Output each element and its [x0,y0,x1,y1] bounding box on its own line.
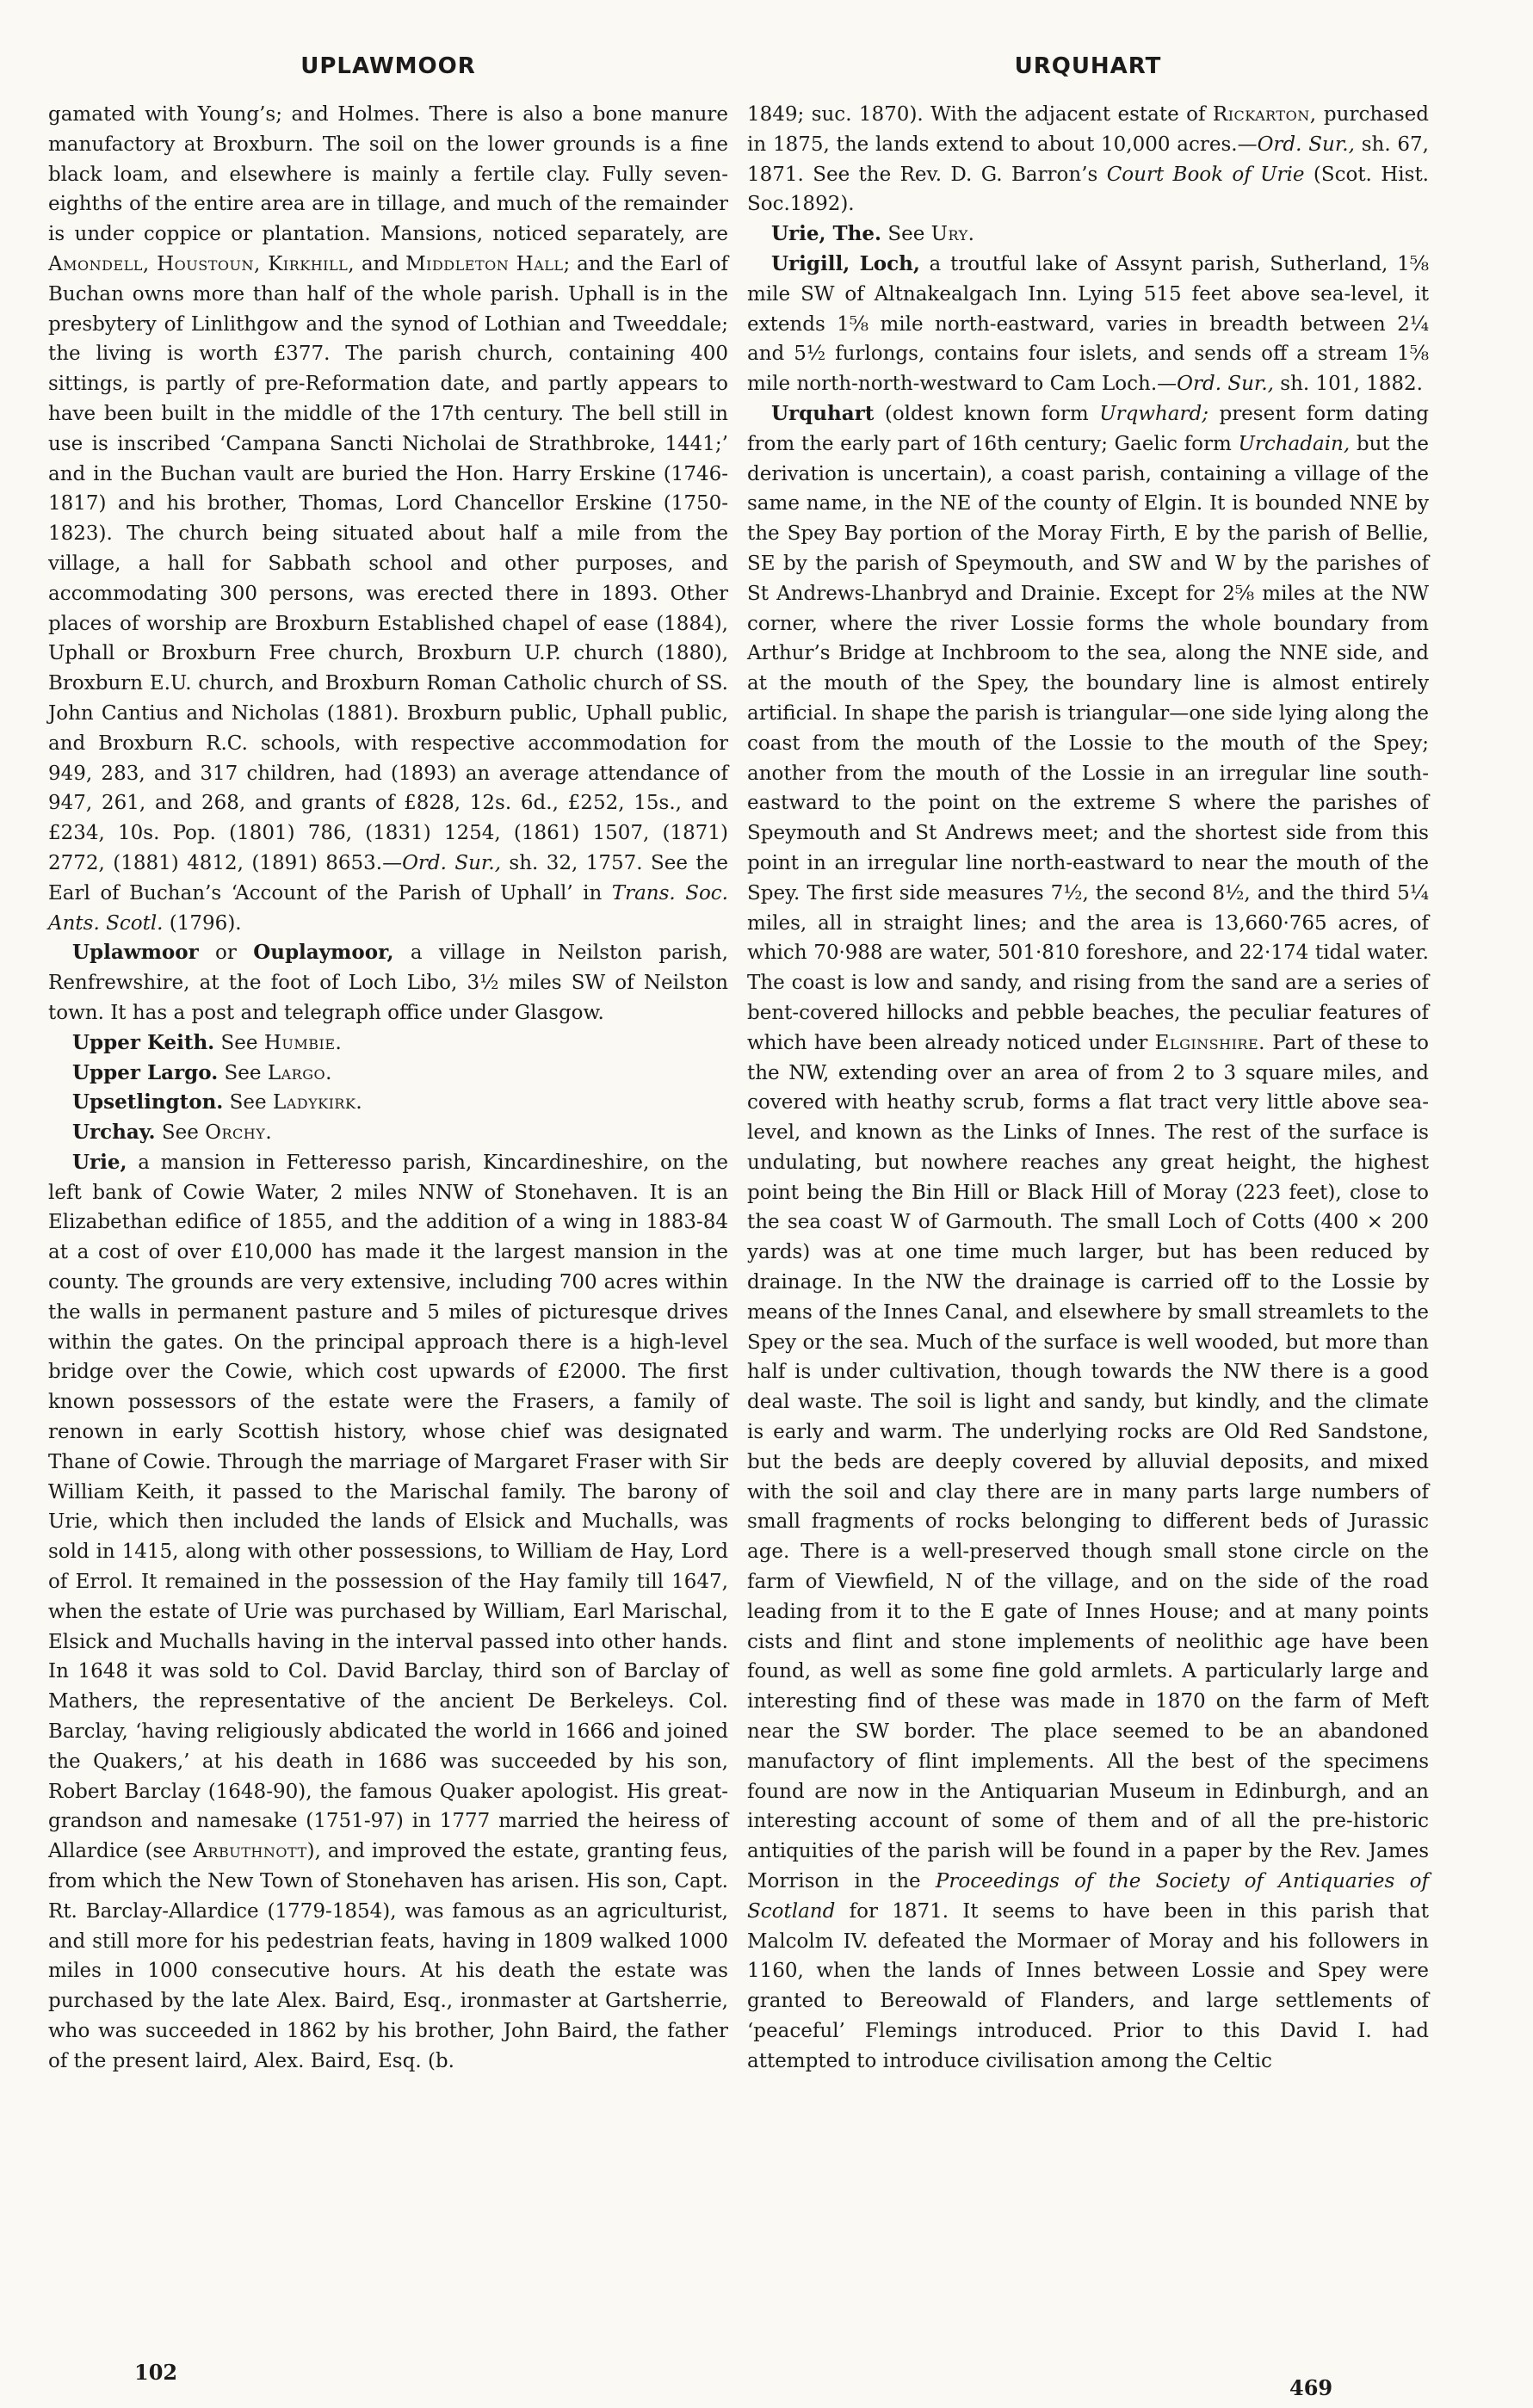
left-paragraph-6: Urie, a mansion in Fetteresso parish, Kincardineshire, on the left bank of Cowie Water, 2 miles NNW of Stonehaven. It is an Elizabethan edifice of 1855, and the addition of a wing in 1883-84 at a cost of over £10,000 has made it the largest mansion in the county. The grounds are very extensive, including 700 acres within the walls in permanent pasture and 5 miles of picturesque drives within the gates. On the principal approach there is a high-level bridge over the Cowie, which cost upwards of £2000. The first known possessors of the estate were the Frasers, a family of renown in early Scottish history, whose chief was designated Thane of Cowie. Through the marriage of Margaret Fraser with Sir William Keith, it passed to the Marischal family. The barony of Urie, which then included the lands of Elsick and Muchalls, was sold in 1415, along with other possessions, to William de Hay, Lord of Errol. It remained in the possession of the Hay family till 1647, when the estate of Urie was purchased by William, Earl Marischal, Elsick and Muchalls having in the interval passed into other hands. In 1648 it was sold to Col. David Barclay, third son of Barclay of Mathers, the representative of the ancient De Berkeleys. Col. Barclay, ‘having religiously abdicated the world in 1666 and joined the Quakers,’ at his death in 1686 was succeeded by his son, Robert Barclay (1648-90), the famous Quaker apologist. His great-grandson and namesake (1751-97) in 1777 married the heiress of Allardice (see Arbuthnott), and improved the estate, granting feus, from which the New Town of Stonehaven has arisen. His son, Capt. Rt. Barclay-Allardice (1779-1854), was famous as an agriculturist, and still more for his pedestrian feats, having in 1809 walked 1000 miles in 1000 consecutive hours. At his death the estate was purchased by the late Alex. Baird, Esq., ironmaster at Gartsherrie, who was succeeded in 1862 by his brother, John Baird, the father of the present laird, Alex. Baird, Esq. (b. [48,1150,728,2072]
left-paragraph-3: Upper Largo. See Largo. [72,1060,332,1084]
right-paragraph-1: Urie, The. See Ury. [771,222,975,246]
left-paragraph-0: gamated with Young’s; and Holmes. There is also a bone manure manufactory at Broxburn. The soil on the lower grounds is a fine black loam, and elsewhere is mainly a fertile clay. Fully seven-eighths of the entire area are in tillage, and much of the remainder is under coppice or plantation. Mansions, noticed separately, are Amondell, Houstoun, Kirkhill, and Middleton Hall; and the Earl of Buchan owns more than half of the whole parish. Uphall is in the presbytery of Linlithgow and the synod of Lothian and Tweeddale; the living is worth £377. The parish church, containing 400 sittings, is partly of pre-Reformation date, and partly appears to have been built in the middle of the 17th century. The bell still in use is inscribed ‘Campana Sancti Nicholai de Strathbroke, 1441;’ and in the Buchan vault are buried the Hon. Harry Erskine (1746-1817) and his brother, Thomas, Lord Chancellor Erskine (1750-1823). The church being situated about half a mile from the village, a hall for Sabbath school and other purposes, and accommodating 300 persons, was erected there in 1893. Other places of worship are Broxburn Established chapel of ease (1884), Uphall or Broxburn Free church, Broxburn U.P. church (1880), Broxburn E.U. church, and Broxburn Roman Catholic church of SS. John Cantius and Nicholas (1881). Broxburn public, Uphall public, and Broxburn R.C. schools, with respective accommodation for 949, 283, and 317 children, had (1893) an average attendance of 947, 261, and 268, and grants of £828, 12s. 6d., £252, 15s., and £234, 10s. Pop. (1801) 786, (1831) 1254, (1861) 1507, (1871) 2772, (1881) 4812, (1891) 8653.—Ord. Sur., sh. 32, 1757. See the Earl of Buchan’s ‘Account of the Parish of Uphall’ in Trans. Soc. Ants. Scotl. (1796). [48,103,729,935]
right-column-text [747,100,1429,2077]
right-column [747,0,1429,2408]
right-page-number: 469 [1289,2375,1333,2400]
left-paragraph-4: Upsetlington. See Ladykirk. [72,1090,363,1114]
left-paragraph-2: Upper Keith. See Humbie. [72,1030,343,1054]
left-page-number: 102 [134,2360,178,2385]
left-paragraph-5: Urchay. See Orchy. [72,1121,273,1145]
right-paragraph-0: 1849; suc. 1870). With the adjacent estate of Rickarton, purchased in 1875, the lands extend to about 10,000 acres.—Ord. Sur., sh. 67, 1871. See the Rev. D. G. Barron’s Court Book of Urie (Scot. Hist. Soc.1892). [747,103,1429,216]
left-column [48,0,728,2408]
right-paragraph-2: Urigill, Loch, a troutful lake of Assynt parish, Sutherland, 1⅝ mile SW of Altnakealgach Inn. Lying 515 feet above sea-level, it extends 1⅝ mile north-eastward, varies in breadth between 2¼ and 5½ furlongs, contains four islets, and sends off a stream 1⅝ mile north-north-westward to Cam Loch.—Ord. Sur., sh. 101, 1882. [747,251,1429,396]
left-paragraph-1: Uplawmoor or Ouplaymoor, a village in Neilston parish, Renfrewshire, at the foot of Loch Libo, 3½ miles SW of Neilston town. It has a post and telegraph office under Glasgow. [48,941,728,1024]
right-paragraph-3: Urquhart (oldest known form Urqwhard; present form dating from the early part of 16th century; Gaelic form Urchadain, but the derivation is uncertain), a coast parish, containing a village of the same name, in the NE of the county of Elgin. It is bounded NNE by the Spey Bay portion of the Moray Firth, E by the parish of Bellie, SE by the parish of Speymouth, and SW and W by the parishes of St Andrews-Lhanbryd and Drainie. Except for 2⅝ miles at the NW corner, where the river Lossie forms the whole boundary from Arthur’s Bridge at Inchbroom to the sea, along the NNE side, and at the mouth of the Spey, the boundary line is almost entirely artificial. In shape the parish is triangular—one side lying along the coast from the mouth of the Lossie to the mouth of the Spey; another from the mouth of the Lossie in an irregular line south-eastward to the point on the extreme S where the parishes of Speymouth and St Andrews meet; and the shortest side from this point in an irregular line north-eastward to near the mouth of the Spey. The first side measures 7½, the second 8½, and the third 5¼ miles, all in straight lines; and the area is 13,660·765 acres, of which 70·988 are water, 501·810 foreshore, and 22·174 tidal water. The coast is low and sandy, and rising from the sand are a series of bent-covered hillocks and pebble beaches, the peculiar features of which have been already noticed under Elginshire. Part of these to the NW, extending over an area of from 2 to 3 square miles, and covered with heathy scrub, forms a flat tract very little above sea-level, and known as the Links of Innes. The rest of the surface is undulating, but nowhere reaches any great height, the highest point being the Bin Hill or Black Hill of Moray (223 feet), close to the sea coast W of Garmouth. The small Loch of Cotts (400 × 200 yards) was at one time much larger, but has been reduced by drainage. In the NW the drainage is carried off to the Lossie by means of the Innes Canal, and elsewhere by small streamlets to the Spey or the sea. Much of the surface is well wooded, but more than half is under cultivation, though towards the NW there is a good deal waste. The soil is light and sandy, but kindly, and the climate is early and warm. The underlying rocks are Old Red Sandstone, but the beds are deeply covered by alluvial deposits, and mixed with the soil and clay there are in many parts large numbers of small fragments of rocks belonging to different beds of Jurassic age. There is a well-preserved though small stone circle on the farm of Viewfield, N of the village, and on the side of the road leading from it to the E gate of Innes House; and at many points cists and flint and stone implements of neolithic age have been found, as well as some fine gold armlets. A particularly large and interesting find of these was made in 1870 on the farm of Meft near the SW border. The place seemed to be an abandoned manufactory of flint implements. All the best of the specimens found are now in the Antiquarian Museum in Edinburgh, and an interesting account of some of them and of all the pre-historic antiquities of the parish will be found in a paper by the Rev. James Morrison in the Proceedings of the Society of Antiquaries of Scotland for 1871. It seems to have been in this parish that Malcolm IV. defeated the Mormaer of Moray and his followers in 1160, when the lands of Innes between Lossie and Spey were granted to Bereowald of Flanders, and large settlements of ‘peaceful’ Flemings introduced. Prior to this David I. had attempted to introduce civilisation among the Celtic [747,401,1430,2072]
left-column-text [48,100,728,2077]
left-running-head: UPLAWMOOR [300,53,476,79]
right-running-head: URQUHART [1014,53,1162,79]
